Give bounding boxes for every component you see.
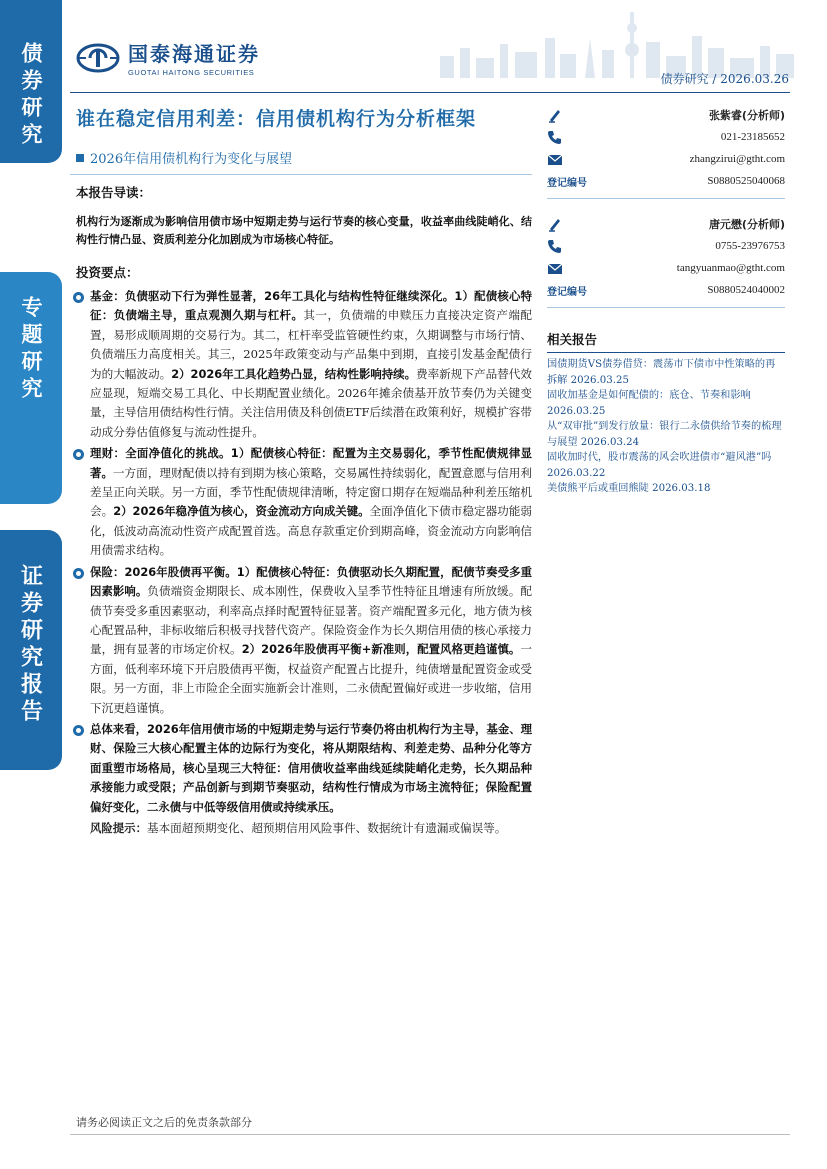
key-point-bold: 保险：2026年股债再平衡。1）配债核心特征：负债驱动长久期配置，配债节奏受多重因素影响。 [90,564,532,599]
phone-icon [547,238,563,254]
key-point-text: 全面净值化下债市稳定器功能弱化，低波动高流动性资产成配置首选。高息存款重定价到期高峰，资金流动方向影响信用债需求结构。 [90,504,532,558]
bullet-icon [73,449,84,460]
title-divider [70,174,532,175]
registration-label: 登记编号 [547,286,587,298]
analyst-name: 张紫睿(分析师) [708,109,785,122]
main-content [76,183,532,838]
risk-warning [76,819,532,838]
logo-name-cn: 国泰海通证券 [128,42,260,66]
intro-text: 机构行为逐渐成为影响信用债市场中短期走势与运行节奏的核心变量，收益率曲线陡峭化、结构性行情凸显、资质利差分化加剧成为市场核心特征。 [76,215,532,246]
related-reports-heading: 相关报告 [547,330,785,353]
phone-icon [547,129,563,145]
key-point-text: 一方面，理财配债以持有到期为核心策略，交易属性持续弱化，配置意愿与信用利差呈正向关联。另一方面，季节性配债规律清晰，特定窗口期存在短端品种利差压缩机会。 [90,465,532,519]
key-point-text: 负债端资金期限长、成本刚性，保费收入呈季节性特征且增速有所放缓。配债节奏受多重因素驱动，利率高点择时配置特征显著。资产端配置多元化，地方债为核心配置品种，非标收缩后积极寻找替代资产。保险资金作为长久期信用债的核心承接力量，拥有显著的市场定价权。 [90,584,532,657]
header-divider [70,92,790,93]
key-point-text: 一方面，低利率环境下开启股债再平衡，权益资产配置占比提升，纯债增量配置资金或受限。另一方面，非上市险企全面实施新会计准则，二永债配置偏好或进一步收缩，信用下沉更趋谨慎。 [90,642,532,715]
email-icon [547,151,563,167]
related-report-link[interactable]: 从“双审批”到发行放量：银行二永债供给节奏的梳理与展望 2026.03.24 [547,421,782,448]
company-logo [76,38,260,77]
analyst-card [547,213,785,308]
bullet-icon [73,292,84,303]
analyst-name: 唐元懋(分析师) [708,218,785,231]
intro-heading: 本报告导读： [76,185,152,200]
related-reports-list [547,357,785,497]
report-subtitle [76,148,292,167]
key-point-bold: 2）2026年稳净值为核心，资金流动方向成关键。 [113,504,370,519]
right-column [547,104,785,497]
report-category-date: 债券研究 / 2026.03.26 [660,72,789,86]
bullet-icon [73,568,84,579]
key-point-fund [76,287,532,442]
city-skyline-illustration [420,8,820,78]
sidebar-category-label: 债券研究 [19,42,44,150]
registration-number: S0880525040068 [707,175,785,187]
logo-mark-icon [76,43,120,73]
sidebar-report-label: 证券研究报告 [17,564,44,726]
analyst-email[interactable]: tangyuanmao@gtht.com [676,262,785,274]
sidebar-type-block [0,272,62,504]
key-point-bold: 理财：全面净值化的挑战。1）配债核心特征：配置为主交易弱化，季节性配债规律显著。 [90,446,532,480]
analyst-card [547,104,785,199]
registration-label: 登记编号 [547,177,587,189]
risk-label: 风险提示： [90,820,147,835]
logo-name-en: GUOTAI HAITONG SECURITIES [128,68,255,77]
email-icon [547,260,563,276]
analyst-pen-icon [547,107,563,123]
related-report-link[interactable]: 国债期货VS债券借贷：震荡市下债市中性策略的再拆解 2026.03.25 [547,359,776,386]
square-bullet-icon [76,154,84,162]
footer-divider [70,1134,790,1135]
key-point-summary [76,720,532,817]
disclaimer-footer: 请务必阅读正文之后的免责条款部分 [76,1116,252,1129]
sidebar-type-label: 专题研究 [19,296,44,404]
analyst-phone: 021-23185652 [720,131,785,143]
analyst-pen-icon [547,216,563,232]
sidebar-report-block [0,530,62,770]
key-points-list [76,287,532,838]
related-report-link[interactable]: 固收加时代，股市震荡的风会吹进债市“避风港”吗 2026.03.22 [547,452,772,479]
risk-text: 基本面超预期变化、超预期信用风险事件、数据统计有遗漏或偏误等。 [146,820,507,835]
key-point-insurance [76,563,532,718]
sidebar-category-block [0,0,62,163]
analyst-phone: 0755-23976753 [715,240,785,252]
key-point-bold: 2）2026年股债再平衡+新准则，配置风格更趋谨慎。 [241,642,521,657]
related-report-link[interactable]: 固收加基金是如何配债的：底仓、节奏和影响 2026.03.25 [547,390,751,417]
report-title: 谁在稳定信用利差：信用债机构行为分析框架 [76,108,477,130]
analyst-divider [547,198,785,199]
key-point-wealth [76,444,532,560]
analyst-divider [547,307,785,308]
sidebar [0,0,62,1169]
analyst-email[interactable]: zhangzirui@gtht.com [689,153,785,165]
key-point-bold: 基金：负债驱动下行为弹性显著，26年工具化与结构性特征继续深化。1）配债核心特征：负债端主导，重点观测久期与杠杆。 [90,289,532,323]
related-report-link[interactable]: 美债熊平后或重回熊陡 2026.03.18 [547,483,711,494]
key-points-heading: 投资要点： [76,265,139,280]
key-point-bold: 总体来看，2026年信用债市场的中短期走势与运行节奏仍将由机构行为主导，基金、理财、保险三大核心配置主体的边际行为变化，将从期限结构、利差走势、品种分化等方面重塑市场格局，核心呈现三大特征：信用债收益率曲线延续陡峭化走势，长久期品种承接能力或受限；产品创新与到期节奏驱动，结构性行情成为市场主流特征；保险配置偏好变化，二永债与中低等级信用债或持续承压。 [90,721,532,814]
bullet-icon [73,725,84,736]
key-point-text: 费率新规下产品替代效应显现，短端交易工具化、中长期配置业绩化。2026年摊余债基开放节奏仍为关键变量，主导信用债结构性行情。关注信用债及科创债ETF后续潜在政策利好，规模扩容带动成分券估值修复与流动性提升。 [90,366,532,439]
report-subtitle-text: 2026年信用债机构行为变化与展望 [90,152,293,167]
registration-number: S0880524040002 [707,284,785,296]
key-point-text: 其一，负债端的申赎压力直接决定资产端配置，易形成顺周期的交易行为。其二，杠杆率受监管硬性约束，久期调整与市场行情、负债端压力高度相关。其三，2025年政策变动与产品集中到期，直接引发基金配债行为的大幅波动。 [90,308,532,381]
key-point-bold: 2）2026年工具化趋势凸显，结构性影响持续。 [171,366,416,381]
